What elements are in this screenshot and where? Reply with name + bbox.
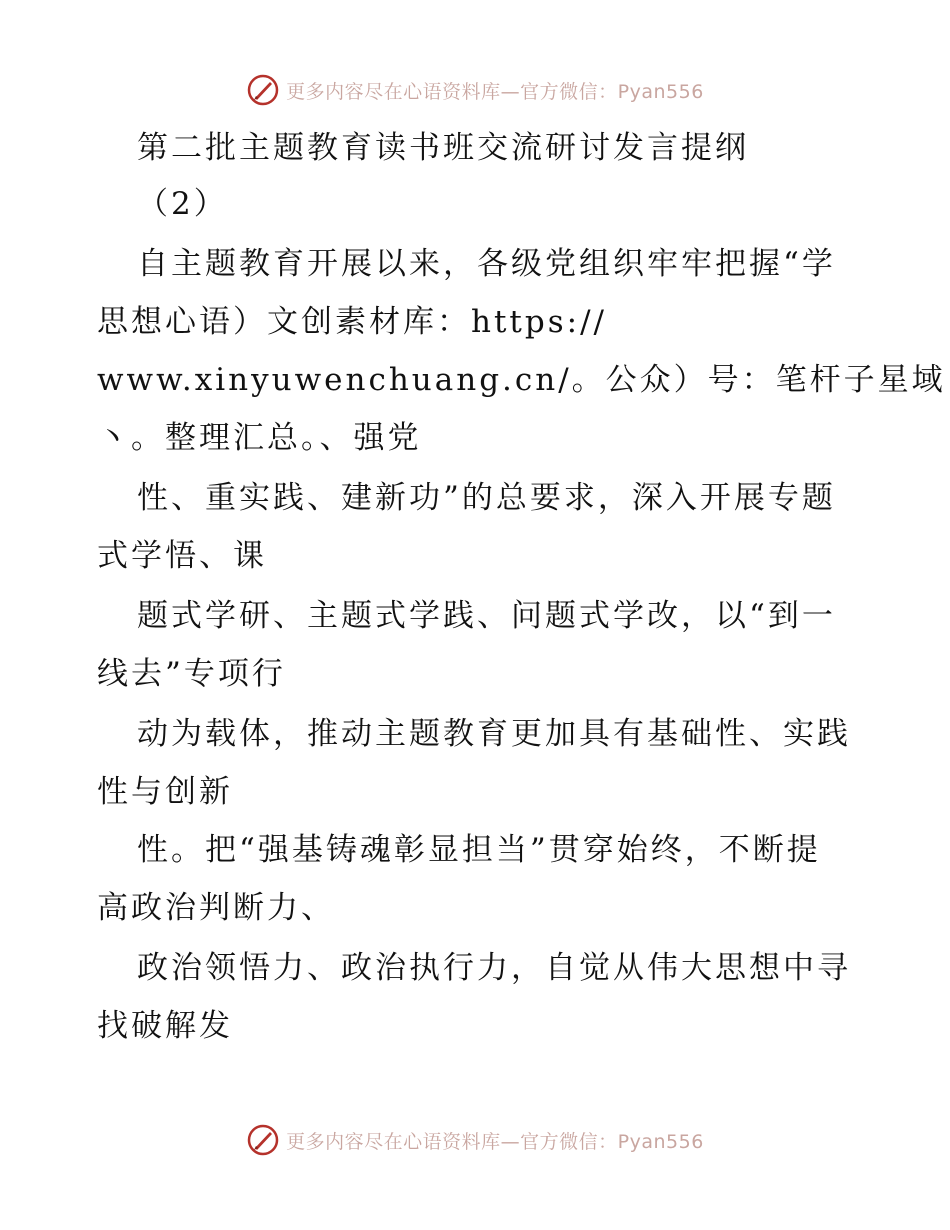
paragraph-line: 式学悟、课 <box>97 538 267 574</box>
paragraph-line: 性与创新 <box>97 774 233 810</box>
footer-watermark-banner <box>0 1120 950 1160</box>
paragraph-line: 找破解发 <box>97 1008 233 1044</box>
paragraph-line: 自主题教育开展以来，各级党组织牢牢把握“学 <box>137 246 836 282</box>
paragraph-line: 丶。整理汇总。、强党 <box>97 420 422 456</box>
paragraph-line: 政治领悟力、政治执行力，自觉从伟大思想中寻 <box>137 950 851 986</box>
paragraph-line: 动为载体，推动主题教育更加具有基础性、实践 <box>137 716 851 752</box>
watermark-text: 更多内容尽在心语资料库—官方微信：Pyan556 <box>286 1130 704 1153</box>
quill-pen-seal-icon <box>246 73 280 107</box>
document-title: 第二批主题教育读书班交流研讨发言提纲 <box>137 130 749 166</box>
paragraph-line: 性、重实践、建新功”的总要求，深入开展专题 <box>137 480 836 516</box>
paragraph-line: 性。把“强基铸魂彰显担当”贯穿始终，不断提 <box>137 832 821 868</box>
paragraph-line: 线去”专项行 <box>97 656 286 692</box>
watermark-text: 更多内容尽在心语资料库—官方微信：Pyan556 <box>286 80 704 103</box>
paragraph-line: 高政治判断力、 <box>97 890 335 926</box>
header-watermark-banner <box>0 70 950 110</box>
quill-pen-seal-icon <box>246 1123 280 1157</box>
paragraph-line: 题式学研、主题式学践、问题式学改，以“到一 <box>137 598 836 634</box>
paragraph-line: www.xinyuwenchuang.cn/。公众）号：笔杆子星域 <box>97 362 946 398</box>
document-subtitle: （2） <box>137 186 228 222</box>
paragraph-line: 思想心语）文创素材库：https:// <box>97 304 607 340</box>
